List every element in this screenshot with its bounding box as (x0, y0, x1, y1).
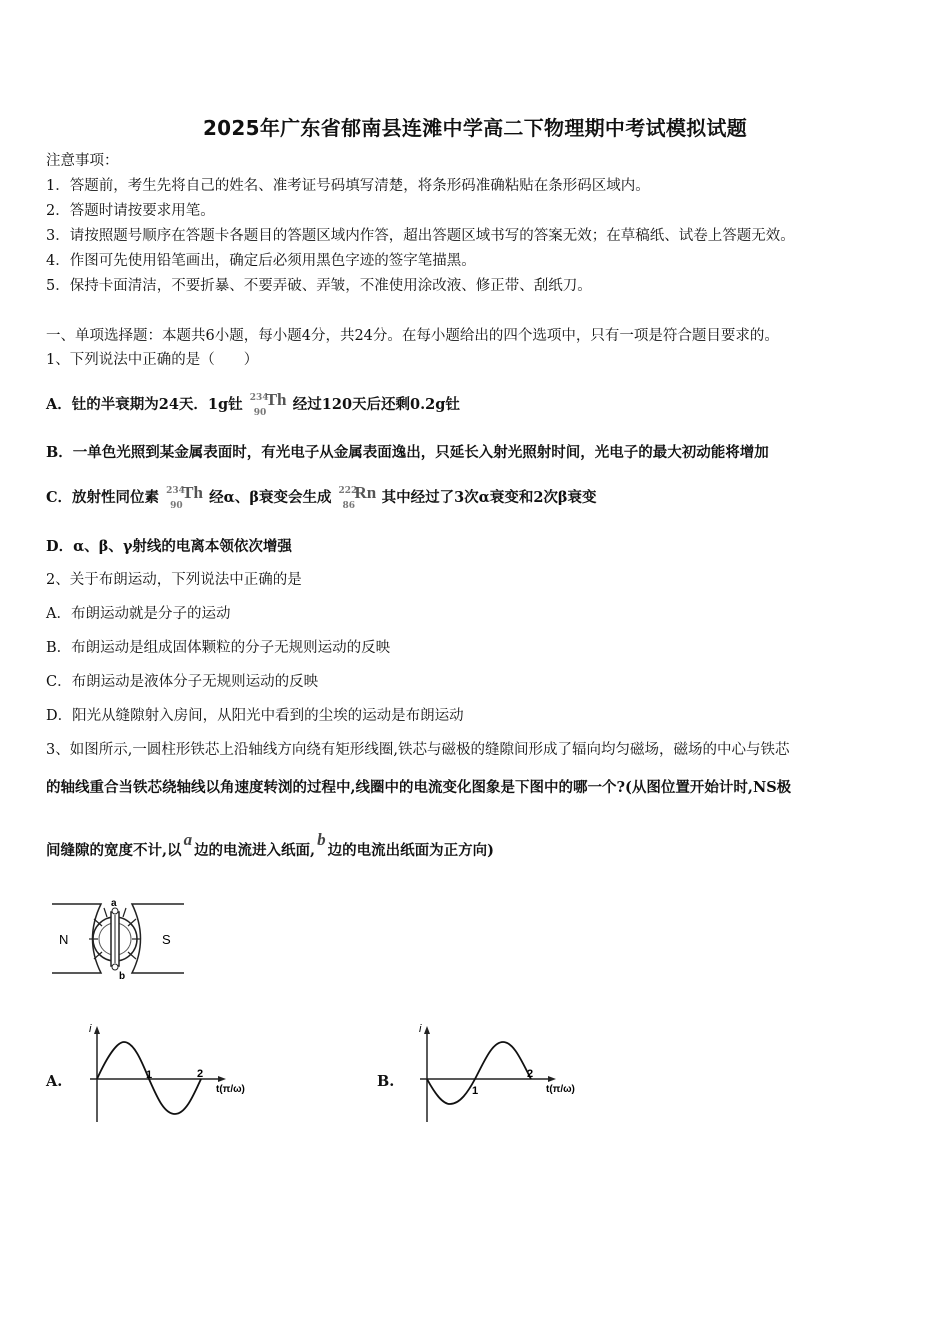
graph-a-y-label: i (89, 1023, 92, 1035)
magnet-coil-figure (44, 893, 194, 985)
graph-option-b (412, 1022, 602, 1124)
coil-side-b-label: b (119, 971, 126, 982)
graph-option-a (82, 1022, 272, 1124)
q3-stem-line3: 间缝隙的宽度不计,以a边的电流进入纸面,b边的电流出纸面为正方向) (46, 830, 494, 859)
graph-a-tick-1: 1 (146, 1069, 153, 1081)
thorium-nuclide: 234 90 Th (249, 390, 287, 418)
graph-a-x-label: t(π/ω) (216, 1084, 245, 1095)
graph-b-x-label: t(π/ω) (546, 1084, 575, 1095)
q2-option-a: A．布朗运动就是分子的运动 (46, 606, 231, 622)
q2-option-c: C．布朗运动是液体分子无规则运动的反映 (46, 674, 319, 690)
section-heading: 一、单项选择题：本题共6小题，每小题4分，共24分。在每小题给出的四个选项中，只有一项是符合题目要求的。 (46, 328, 779, 344)
q3-stem-line2: 的轴线重合当铁芯绕轴线以角速度转浏的过程中,线圈中的电流变化图象是下图中的哪一个?(从图位置开始计时,NS极 (46, 779, 792, 796)
page-title: 2025年广东省郁南县连滩中学高二下物理期中考试模拟试题 (202, 116, 748, 140)
q2-stem: 2、关于布朗运动，下列说法中正确的是 (46, 572, 302, 588)
q3-stem-line1: 3、如图所示,一圆柱形铁芯上沿轴线方向绕有矩形线圈,铁芯与磁极的缝隙间形成了辐向均匀磁场，磁场的中心与铁芯 (46, 742, 790, 758)
graph-b-y-label: i (419, 1023, 422, 1035)
thorium-nuclide: 234 90 Th (166, 483, 203, 511)
north-pole-label: N (59, 932, 69, 947)
q1-stem: 1、下列说法中正确的是（ ） (46, 352, 259, 368)
note-item-3: 3．请按照题号顺序在答题卡各题目的答题区域内作答，超出答题区域书写的答案无效；在草稿纸、试卷上答题无效。 (46, 228, 795, 244)
radon-nuclide: 222 86 Rn (338, 483, 377, 511)
notes-heading: 注意事项： (46, 153, 119, 169)
q3-option-b-label: B. (377, 1073, 395, 1090)
graph-b-tick-2: 2 (527, 1068, 534, 1080)
south-pole-label: S (162, 932, 171, 947)
note-item-5: 5．保持卡面清洁，不要折暴、不要弄破、弄皱，不准使用涂改液、修正带、刮纸刀。 (46, 278, 592, 294)
graph-b-tick-1: 1 (472, 1085, 479, 1097)
graph-a-tick-2: 2 (197, 1068, 204, 1080)
q2-option-d: D．阳光从缝隙射入房间，从阳光中看到的尘埃的运动是布朗运动 (46, 708, 464, 724)
q1-option-a: A．钍的半衰期为24天．1g钍 234 90 Th 经过120天后还剩0.2g钍 (46, 390, 460, 418)
coil-side-a-label: a (111, 898, 117, 909)
q1-option-d: D．α、β、γ射线的电离本领依次增强 (46, 538, 292, 555)
note-item-1: 1．答题前，考生先将自己的姓名、准考证号码填写清楚，将条形码准确粘贴在条形码区域内。 (46, 178, 650, 194)
note-item-2: 2．答题时请按要求用笔。 (46, 203, 215, 219)
q1-option-c: C．放射性同位素 234 90 Th 经α、β衰变会生成 222 86 Rn 其中经过了3次α衰变和2次β衰变 (46, 483, 597, 511)
q1-option-b: B．一单色光照到某金属表面时，有光电子从金属表面逸出，只延长入射光照射时间，光电子的最大初动能将增加 (46, 444, 769, 461)
q2-option-b: B．布朗运动是组成固体颗粒的分子无规则运动的反映 (46, 640, 391, 656)
q3-option-a-label: A. (46, 1073, 63, 1090)
note-item-4: 4．作图可先使用铅笔画出，确定后必须用黑色字迹的签字笔描黑。 (46, 253, 476, 269)
